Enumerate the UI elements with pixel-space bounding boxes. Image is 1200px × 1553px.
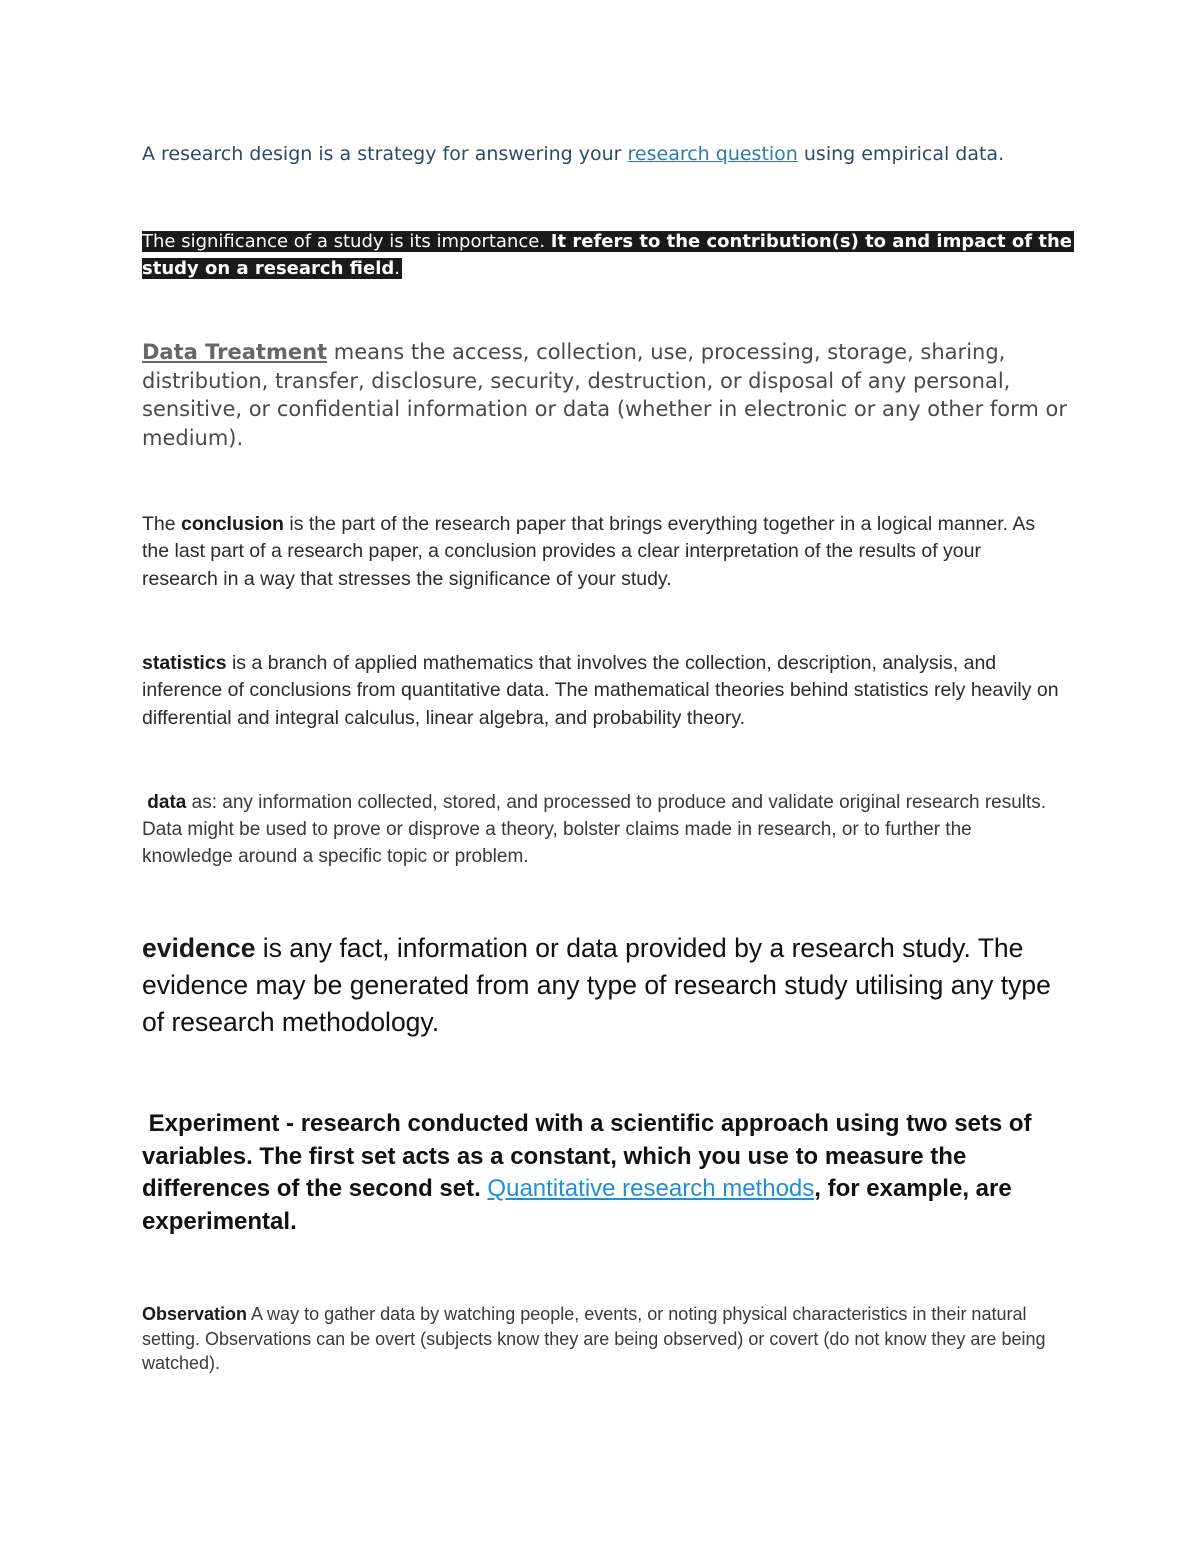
data-text: as: any information collected, stored, and processed to produce and validate original research results. Data might be used to prove or disprove a theory, bolster claims made in research, or to further the knowledge around a specific topic or problem.: [142, 792, 1047, 867]
evidence-term: evidence: [142, 933, 256, 963]
significance-bold-text: It refers to the contribution(s) to and impact of the study on a research field: [142, 231, 1073, 279]
conclusion-term: conclusion: [181, 513, 284, 535]
quantitative-research-link[interactable]: Quantitative research methods: [487, 1175, 815, 1202]
experiment-text: - research conducted with a scientific approach using two sets of variables. The first set acts as a constant, which you use to measure the differences of the second set.: [142, 1110, 1032, 1202]
evidence-text: is any fact, information or data provided by a research study. The evidence may be generated from any type of research study utilising any type of research methodology.: [142, 933, 1051, 1037]
experiment-text-end: , for example, are experimental.: [142, 1175, 1012, 1235]
observation-term: Observation: [142, 1304, 248, 1324]
paragraph-conclusion: [142, 511, 1062, 593]
data-term: data: [147, 792, 187, 813]
paragraph-evidence: [142, 930, 1062, 1041]
research-question-link[interactable]: research question: [627, 143, 798, 165]
paragraph-data-treatment: [142, 338, 1072, 452]
paragraph-statistics: [142, 650, 1062, 732]
paragraph-experiment: [142, 1108, 1072, 1238]
significance-highlight: [142, 231, 1074, 279]
observation-text: A way to gather data by watching people, events, or noting physical characteristics in their natural setting. Observations can be overt (subjects know they are being observed) or covert (do not know they are being watched).: [142, 1304, 1046, 1373]
conclusion-text: is the part of the research paper that brings everything together in a logical manner. As the last part of a research paper, a conclusion provides a clear interpretation of the results of your research in a way that stresses the significance of your study.: [142, 513, 1036, 590]
paragraph-observation: [142, 1302, 1062, 1376]
statistics-term: statistics: [142, 652, 227, 674]
experiment-term: Experiment: [148, 1110, 280, 1137]
significance-period: .: [394, 258, 400, 279]
data-treatment-text: means the access, collection, use, processing, storage, sharing, distribution, transfer, disclosure, security, destruction, or disposal of any personal, sensitive, or confidential information or data (whether in electronic or any other form or medium).: [142, 340, 1068, 450]
significance-text: The significance of a study is its importance.: [142, 231, 551, 252]
statistics-text: is a branch of applied mathematics that involves the collection, description, analysis, and inference of conclusions from quantitative data. The mathematical theories behind statistics rely heavily on differential and integral calculus, linear algebra, and probability theory.: [142, 652, 1059, 729]
research-design-text: A research design is a strategy for answering your: [142, 143, 628, 165]
conclusion-prefix: The: [142, 513, 182, 535]
paragraph-significance: [142, 228, 1072, 282]
paragraph-data: [142, 789, 1062, 870]
paragraph-research-design: [142, 140, 1062, 168]
research-design-text-end: using empirical data.: [797, 143, 1005, 165]
data-treatment-term: Data Treatment: [142, 340, 328, 364]
